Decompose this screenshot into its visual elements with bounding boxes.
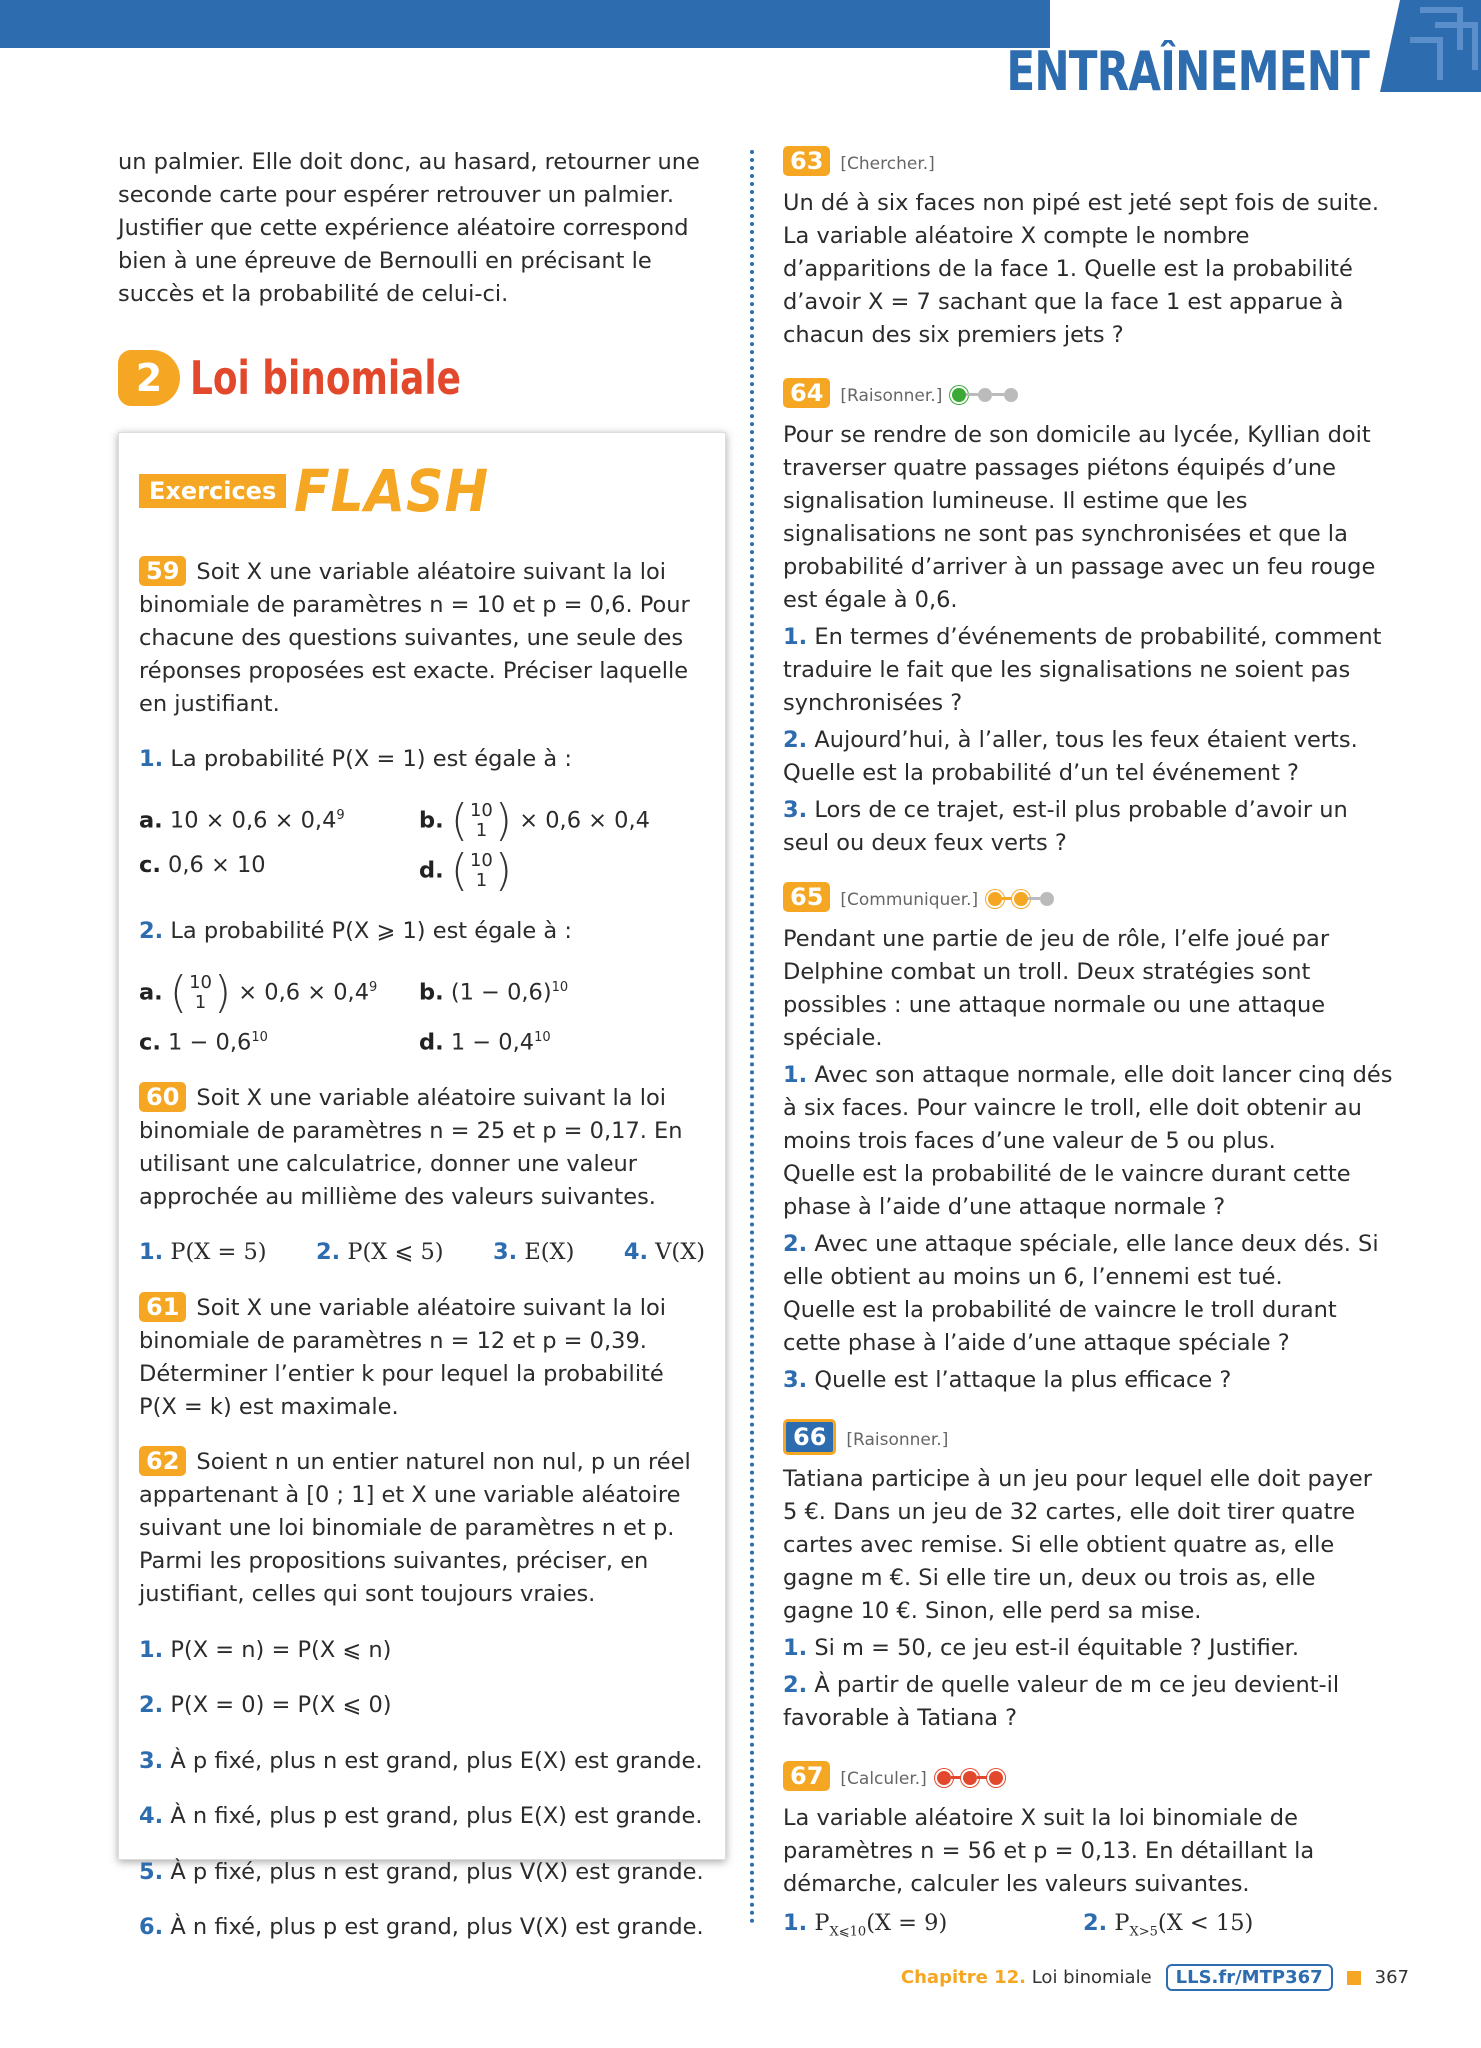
item-text: À p fixé, plus n est grand, plus V(X) est grande.	[170, 1858, 704, 1885]
item-text: P	[1114, 1910, 1130, 1936]
exercise-number: 67	[783, 1761, 830, 1791]
question-text: La probabilité P(X = 1) est égale à :	[170, 746, 572, 772]
item-label: 1.	[783, 1635, 808, 1661]
binom-bottom: 1	[194, 991, 207, 1013]
difficulty-connector	[977, 1776, 989, 1779]
binom-top: 10	[469, 799, 493, 821]
answer-a	[139, 966, 419, 1018]
option-label: b.	[419, 979, 444, 1005]
binom-top: 10	[189, 971, 212, 993]
item-extra: Quelle est la probabilité de vaincre le troll durant cette phase à l’aide d’une attaque spéciale ?	[783, 1297, 1337, 1356]
answer-grid	[139, 794, 705, 896]
item-label: 4.	[139, 1803, 164, 1829]
item-text: (X = 9)	[866, 1910, 948, 1936]
item-text: À partir de quelle valeur de m ce jeu devient-il favorable à Tatiana ?	[783, 1672, 1340, 1731]
exercise-59	[139, 556, 705, 1060]
exercise-text: Pendant une partie de jeu de rôle, l’elfe joué par Delphine combat un troll. Deux stratégies sont possibles : une attaque normale ou une attaque spéciale.	[783, 926, 1330, 1051]
difficulty-indicator	[937, 1771, 1003, 1785]
left-column	[118, 146, 718, 311]
binom-bottom: 1	[475, 869, 488, 891]
flash-content	[139, 533, 705, 1967]
exponent: 10	[534, 1029, 551, 1045]
item-text: À n fixé, plus p est grand, plus E(X) est grande.	[170, 1803, 703, 1829]
difficulty-dot-icon	[937, 1771, 951, 1785]
list-item	[139, 1800, 705, 1833]
exercise-62	[139, 1446, 705, 1944]
item-label: 1.	[783, 1910, 808, 1936]
item-text: P(X = n) = P(X ⩽ n)	[170, 1636, 392, 1663]
difficulty-connector	[951, 1776, 963, 1779]
answer-d	[419, 844, 699, 896]
item-label: 3.	[139, 1747, 164, 1774]
exercise-64	[783, 378, 1393, 860]
exercise-text: Pour se rendre de son domicile au lycée, Kyllian doit traverser quatre passages piétons équipés d’une signalisation lumineuse. Il estime que les signalisations ne sont pas synchronisées et que la probabilité d’arriver à un passage avec un feu rouge est égale à 0,6.	[783, 422, 1376, 613]
difficulty-dot-icon	[1014, 892, 1028, 906]
exercise-65	[783, 882, 1393, 1397]
item	[139, 1236, 267, 1269]
answer-c	[139, 849, 419, 893]
exponent: 9	[336, 807, 345, 823]
exercise-text: La variable aléatoire X suit la loi binomiale de paramètres n = 56 et p = 0,13. En détaillant la démarche, calculer les valeurs suivantes.	[783, 1805, 1315, 1897]
difficulty-dot-icon	[963, 1771, 977, 1785]
item-text: V(X)	[655, 1239, 705, 1265]
binomial-coefficient: ( 10 1 )	[450, 844, 513, 896]
difficulty-connector	[1002, 897, 1014, 900]
section-title	[118, 350, 537, 406]
difficulty-connector	[966, 393, 978, 396]
exercise-text: Soit X une variable aléatoire suivant la loi binomiale de paramètres n = 10 et p = 0,6. Pour chacune des questions suivantes, une seule des réponses proposées est exacte. Préciser laquelle en justifiant.	[139, 558, 690, 717]
exercise-67	[783, 1761, 1393, 1949]
chapter-title: Loi binomiale	[1031, 1967, 1152, 1988]
subscript: X⩽10	[829, 1924, 867, 1940]
skill-tag: [Communiquer.]	[840, 890, 979, 910]
item-label: 1.	[139, 1636, 164, 1663]
difficulty-dot-icon	[952, 388, 966, 402]
answer-c	[139, 1021, 419, 1060]
item-label: 2.	[783, 727, 808, 753]
item-text: E(X)	[524, 1239, 575, 1265]
question-label: 2.	[139, 918, 164, 944]
section-number: 2	[118, 350, 180, 406]
item-text: À p fixé, plus n est grand, plus E(X) est grande.	[170, 1747, 703, 1774]
flash-tag: Exercices	[139, 474, 286, 508]
list-item	[783, 1632, 1393, 1665]
column-divider	[750, 150, 754, 1925]
skill-tag: [Calculer.]	[840, 1769, 927, 1789]
binom-bottom: 1	[475, 819, 488, 841]
exercise-number: 61	[139, 1292, 186, 1322]
exponent: 10	[551, 979, 569, 995]
item-text: P	[814, 1910, 830, 1936]
item-label: 3.	[493, 1239, 518, 1265]
option-text: 1 − 0,4	[450, 1029, 535, 1055]
item-label: 6.	[139, 1914, 164, 1940]
difficulty-dot-icon	[989, 1771, 1003, 1785]
item-text: Si m = 50, ce jeu est-il équitable ? Justifier.	[814, 1635, 1299, 1661]
option-label: c.	[139, 851, 161, 878]
intro-paragraph: un palmier. Elle doit donc, au hasard, retourner une seconde carte pour espérer retrouver un palmier. Justifier que cette expérience aléatoire correspond bien à une épreuve de Bernoulli en précisant le succès et la probabilité de celui-ci.	[118, 149, 700, 307]
answer-grid	[139, 966, 705, 1060]
footer-square-icon	[1347, 1971, 1361, 1985]
difficulty-dot-icon	[978, 388, 992, 402]
item-label: 2.	[783, 1672, 808, 1698]
list-item	[783, 621, 1393, 720]
item-label: 2.	[139, 1692, 164, 1718]
item-label: 1.	[783, 1062, 808, 1088]
exponent: 9	[369, 979, 378, 995]
item-label: 2.	[1083, 1910, 1108, 1936]
item-label: 2.	[316, 1239, 341, 1265]
exercise-60	[139, 1082, 705, 1270]
skill-tag: [Raisonner.]	[840, 386, 943, 406]
item-text: Avec son attaque normale, elle doit lancer cinq dés à six faces. Pour vaincre le troll, elle doit obtenir au moins trois faces d’une valeur de 5 ou plus.	[783, 1062, 1393, 1154]
item-row	[783, 1907, 1393, 1949]
option-text: (1 − 0,6)	[450, 979, 552, 1005]
item	[316, 1236, 444, 1269]
exercise-number: 60	[139, 1082, 186, 1112]
difficulty-dot-icon	[1040, 892, 1054, 906]
list-item	[139, 1634, 705, 1667]
item-text: P(X ⩽ 5)	[347, 1239, 444, 1265]
option-text: × 0,6 × 0,4	[238, 979, 370, 1005]
exercise-66	[783, 1419, 1393, 1735]
binomial-coefficient: ( 10 1 )	[450, 794, 513, 846]
item-label: 3.	[783, 797, 808, 823]
corner-pattern-icon	[1380, 0, 1481, 92]
subscript: X>5	[1129, 1924, 1158, 1940]
exercise-number: 59	[139, 556, 186, 586]
flash-word: FLASH	[294, 457, 490, 525]
exercise-text: Un dé à six faces non pipé est jeté sept fois de suite. La variable aléatoire X compte le nombre d’apparitions de la face 1. Quelle est la probabilité d’avoir X = 7 sachant que la face 1 est apparue à chacun des six premiers jets ?	[783, 190, 1379, 348]
difficulty-dot-icon	[1004, 388, 1018, 402]
list-item	[783, 1059, 1393, 1224]
answer-b	[419, 794, 699, 846]
page-footer	[901, 1964, 1409, 1991]
difficulty-connector	[1028, 897, 1040, 900]
option-text: 10 × 0,6 × 0,4	[169, 807, 337, 833]
exercise-number: 62	[139, 1446, 186, 1476]
exercise-63	[783, 146, 1393, 352]
exponent: 10	[251, 1029, 268, 1045]
item	[783, 1907, 1083, 1949]
item-text: En termes d’événements de probabilité, comment traduire le fait que les signalisations ne soient pas synchronisées ?	[783, 624, 1382, 716]
binom-top: 10	[469, 849, 493, 871]
exercise-text: Tatiana participe à un jeu pour lequel elle doit payer 5 €. Dans un jeu de 32 cartes, elle doit tirer quatre cartes avec remise. Si elle obtient quatre as, elle gagne m €. Si elle tire un, deux ou trois as, elle gagne 10 €. Sinon, elle perd sa mise.	[783, 1466, 1372, 1624]
option-label: a.	[139, 979, 163, 1005]
exercise-text: Soient n un entier naturel non nul, p un réel appartenant à [0 ; 1] et X une variable aléatoire suivant une loi binomiale de paramètres n et p. Parmi les propositions suivantes, préciser, en justifiant, celles qui sont toujours vraies.	[139, 1449, 691, 1607]
section-header: ENTRAÎNEMENT	[1006, 40, 1369, 103]
list-item	[139, 1689, 705, 1722]
item-label: 3.	[783, 1367, 808, 1393]
item	[1083, 1907, 1253, 1949]
option-label: b.	[419, 807, 444, 833]
item-label: 4.	[623, 1239, 649, 1265]
binomial-coefficient: ( 10 1 )	[169, 966, 232, 1018]
item-label: 5.	[139, 1858, 164, 1885]
flash-exercises-box	[118, 432, 726, 1940]
answer-a	[139, 799, 419, 843]
item-text: (X < 15)	[1157, 1910, 1254, 1936]
section-label: Loi binomiale	[190, 351, 462, 405]
option-text: × 0,6 × 0,4	[519, 807, 650, 833]
question-label: 1.	[139, 746, 164, 772]
difficulty-dot-icon	[988, 892, 1002, 906]
list-item	[139, 1911, 705, 1944]
option-label: a.	[139, 807, 163, 833]
skill-tag: [Chercher.]	[840, 154, 935, 174]
item	[493, 1236, 574, 1269]
option-text: 0,6 × 10	[168, 851, 266, 878]
list-item	[783, 724, 1393, 790]
list-item	[783, 794, 1393, 860]
chapter-number: Chapitre 12.	[900, 1967, 1026, 1988]
page-number: 367	[1374, 1967, 1409, 1988]
item-label: 2.	[783, 1231, 808, 1257]
difficulty-indicator	[952, 388, 1018, 402]
exercise-text: Soit X une variable aléatoire suivant la loi binomiale de paramètres n = 25 et p = 0,17. En utilisant une calculatrice, donner une valeur approchée au millième des valeurs suivantes.	[139, 1084, 683, 1210]
item-extra: Quelle est la probabilité de le vaincre durant cette phase à l’aide d’une attaque normale ?	[783, 1161, 1351, 1220]
item	[624, 1236, 705, 1269]
exercise-text: Soit X une variable aléatoire suivant la loi binomiale de paramètres n = 12 et p = 0,39. Déterminer l’entier k pour lequel la probabilité P(X = k) est maximale.	[139, 1294, 666, 1420]
difficulty-connector	[992, 393, 1004, 396]
list-item	[783, 1669, 1393, 1735]
item-text: Aujourd’hui, à l’aller, tous les feux étaient verts. Quelle est la probabilité d’un tel événement ?	[783, 727, 1358, 786]
answer-d	[419, 1021, 699, 1060]
list-item	[139, 1745, 705, 1778]
item-text: P(X = 5)	[170, 1239, 267, 1265]
resource-link[interactable]: LLS.fr/MTP367	[1166, 1964, 1333, 1991]
right-column	[783, 146, 1393, 1967]
exercise-number: 66	[783, 1419, 836, 1455]
item-label: 1.	[139, 1239, 164, 1265]
flash-header	[139, 457, 511, 525]
item-text: À n fixé, plus p est grand, plus V(X) est grande.	[170, 1914, 704, 1940]
difficulty-indicator	[988, 892, 1054, 906]
option-label: d.	[419, 1029, 444, 1055]
item-row	[139, 1236, 705, 1269]
item-text: Quelle est l’attaque la plus efficace ?	[814, 1367, 1232, 1393]
exercise-61	[139, 1292, 705, 1424]
list-item	[139, 1856, 705, 1889]
item-text: Avec une attaque spéciale, elle lance deux dés. Si elle obtient au moins un 6, l’ennemi est tué.	[783, 1231, 1379, 1290]
item-text: Lors de ce trajet, est-il plus probable d’avoir un seul ou deux feux verts ?	[783, 797, 1348, 856]
question-text: La probabilité P(X ⩾ 1) est égale à :	[170, 918, 572, 944]
exercise-number: 65	[783, 882, 830, 912]
list-item	[783, 1364, 1393, 1397]
option-label: d.	[419, 857, 444, 883]
option-label: c.	[139, 1029, 161, 1055]
skill-tag: [Raisonner.]	[846, 1430, 949, 1450]
item-text: P(X = 0) = P(X ⩽ 0)	[170, 1692, 392, 1718]
answer-b	[419, 971, 699, 1015]
list-item	[783, 1228, 1393, 1360]
exercise-number: 63	[783, 146, 830, 176]
item-label: 1.	[783, 624, 808, 650]
option-text: 1 − 0,6	[168, 1029, 252, 1055]
exercise-number: 64	[783, 378, 830, 408]
